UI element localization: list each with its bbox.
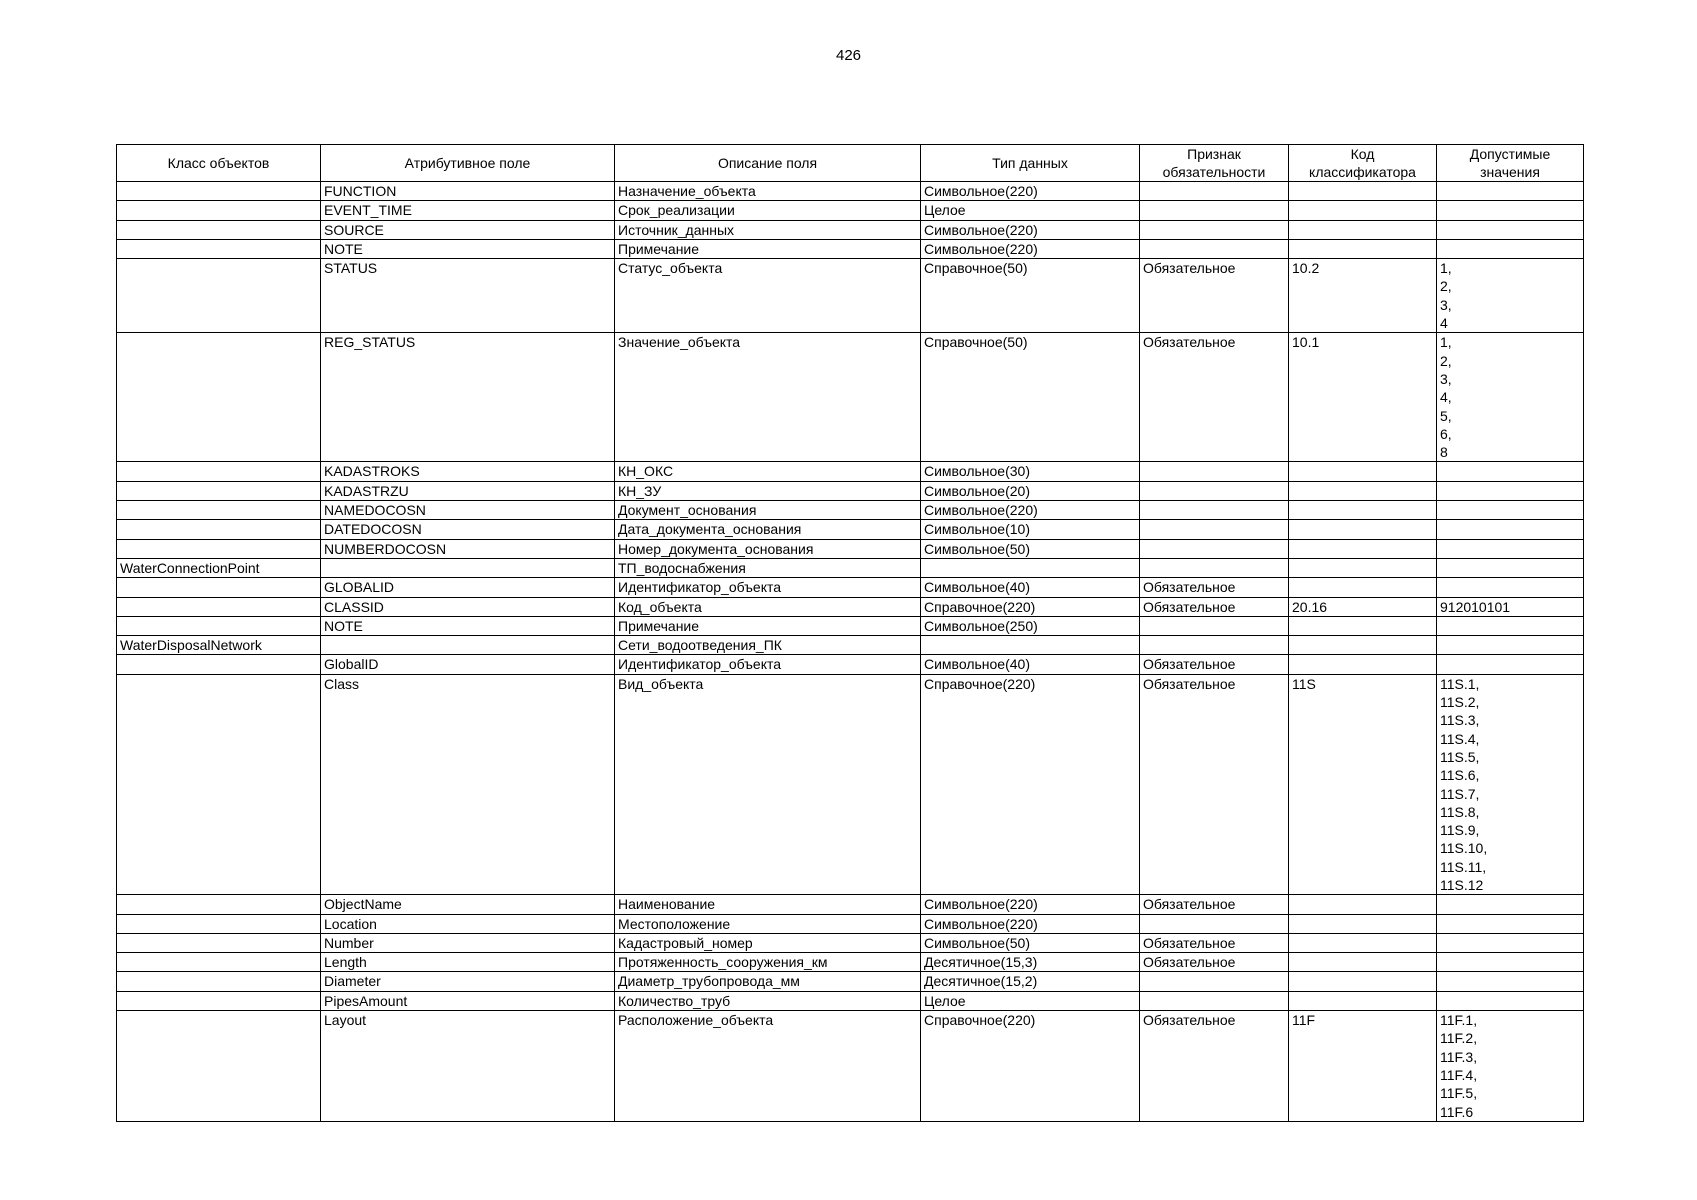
attribute-field-cell: STATUS [321, 259, 615, 333]
attribute-field-cell: GlobalID [321, 655, 615, 674]
attribute-field-cell: KADASTROKS [321, 462, 615, 481]
required-flag-cell [1140, 239, 1289, 258]
attribute-field-cell: ObjectName [321, 895, 615, 914]
classifier-code-cell [1289, 636, 1437, 655]
classifier-code-cell [1289, 462, 1437, 481]
field-description-cell: Протяженность_сооружения_км [615, 953, 921, 972]
table-row [117, 674, 1584, 895]
allowed-values-cell [1437, 991, 1584, 1010]
required-flag-cell: Обязательное [1140, 655, 1289, 674]
table-row [117, 539, 1584, 558]
attribute-field-cell: Location [321, 914, 615, 933]
table-row [117, 933, 1584, 952]
required-flag-cell: Обязательное [1140, 597, 1289, 616]
object-class-cell [117, 616, 321, 635]
classifier-code-cell [1289, 520, 1437, 539]
object-class-cell [117, 201, 321, 220]
allowed-values-cell [1437, 933, 1584, 952]
attribute-field-cell: Layout [321, 1011, 615, 1122]
field-description-cell: КН_ЗУ [615, 481, 921, 500]
field-description-cell: Статус_объекта [615, 259, 921, 333]
field-description-cell: Сети_водоотведения_ПК [615, 636, 921, 655]
object-class-cell [117, 462, 321, 481]
allowed-values-cell [1437, 558, 1584, 577]
classifier-code-cell [1289, 972, 1437, 991]
attribute-field-cell: Diameter [321, 972, 615, 991]
allowed-values-cell [1437, 501, 1584, 520]
allowed-values-cell: 11F.1, 11F.2, 11F.3, 11F.4, 11F.5, 11F.6 [1437, 1011, 1584, 1122]
allowed-values-cell [1437, 616, 1584, 635]
field-description-cell: Примечание [615, 616, 921, 635]
allowed-values-cell [1437, 953, 1584, 972]
attribute-field-cell: SOURCE [321, 220, 615, 239]
required-flag-cell [1140, 616, 1289, 635]
field-description-cell: Номер_документа_основания [615, 539, 921, 558]
object-class-cell [117, 972, 321, 991]
required-flag-cell: Обязательное [1140, 674, 1289, 895]
data-type-cell: Справочное(220) [921, 1011, 1140, 1122]
attribute-field-cell: KADASTRZU [321, 481, 615, 500]
table-row [117, 182, 1584, 201]
classifier-code-cell [1289, 933, 1437, 952]
table-row [117, 220, 1584, 239]
object-class-cell [117, 520, 321, 539]
field-description-cell: Назначение_объекта [615, 182, 921, 201]
required-flag-cell [1140, 914, 1289, 933]
allowed-values-cell [1437, 481, 1584, 500]
classifier-code-cell [1289, 220, 1437, 239]
attribute-field-cell: NAMEDOCOSN [321, 501, 615, 520]
column-header-required-flag: Признак обязательности [1140, 145, 1289, 182]
column-header-attribute-field: Атрибутивное поле [321, 145, 615, 182]
attribute-field-cell: PipesAmount [321, 991, 615, 1010]
classifier-code-cell [1289, 991, 1437, 1010]
object-class-cell [117, 674, 321, 895]
required-flag-cell: Обязательное [1140, 259, 1289, 333]
classifier-code-cell [1289, 895, 1437, 914]
data-type-cell: Справочное(50) [921, 333, 1140, 462]
field-description-cell: Значение_объекта [615, 333, 921, 462]
allowed-values-cell [1437, 182, 1584, 201]
required-flag-cell: Обязательное [1140, 895, 1289, 914]
attribute-field-cell: DATEDOCOSN [321, 520, 615, 539]
table-row [117, 481, 1584, 500]
field-description-cell: Наименование [615, 895, 921, 914]
data-type-cell: Символьное(20) [921, 481, 1140, 500]
table-row [117, 1011, 1584, 1122]
required-flag-cell [1140, 481, 1289, 500]
data-type-cell: Символьное(250) [921, 616, 1140, 635]
data-type-cell: Справочное(220) [921, 674, 1140, 895]
field-description-cell: Идентификатор_объекта [615, 578, 921, 597]
field-description-cell: Вид_объекта [615, 674, 921, 895]
required-flag-cell [1140, 972, 1289, 991]
attribute-field-cell: Number [321, 933, 615, 952]
table-row [117, 558, 1584, 577]
attribute-field-cell: NOTE [321, 239, 615, 258]
table-row [117, 991, 1584, 1010]
field-description-cell: Идентификатор_объекта [615, 655, 921, 674]
object-class-cell [117, 914, 321, 933]
field-description-cell: ТП_водоснабжения [615, 558, 921, 577]
attribute-field-cell: Class [321, 674, 615, 895]
object-class-cell: WaterConnectionPoint [117, 558, 321, 577]
data-type-cell: Десятичное(15,2) [921, 972, 1140, 991]
field-description-cell: Источник_данных [615, 220, 921, 239]
data-type-cell: Символьное(220) [921, 895, 1140, 914]
table-row [117, 201, 1584, 220]
table-header [117, 145, 1584, 182]
object-class-cell [117, 655, 321, 674]
table-row [117, 616, 1584, 635]
data-type-cell [921, 558, 1140, 577]
required-flag-cell [1140, 520, 1289, 539]
field-description-cell: Расположение_объекта [615, 1011, 921, 1122]
field-description-cell: Примечание [615, 239, 921, 258]
allowed-values-cell [1437, 462, 1584, 481]
object-class-cell [117, 597, 321, 616]
attribute-field-cell: CLASSID [321, 597, 615, 616]
classifier-code-cell: 20.16 [1289, 597, 1437, 616]
allowed-values-cell: 1, 2, 3, 4 [1437, 259, 1584, 333]
table-row [117, 953, 1584, 972]
allowed-values-cell: 11S.1, 11S.2, 11S.3, 11S.4, 11S.5, 11S.6, 11S.7, 11S.8, 11S.9, 11S.10, 11S.11, 11S.12 [1437, 674, 1584, 895]
data-type-cell: Справочное(220) [921, 597, 1140, 616]
field-description-cell: Кадастровый_номер [615, 933, 921, 952]
table-row [117, 239, 1584, 258]
allowed-values-cell: 912010101 [1437, 597, 1584, 616]
classifier-code-cell: 10.2 [1289, 259, 1437, 333]
attribute-field-cell: Length [321, 953, 615, 972]
data-type-cell: Символьное(40) [921, 578, 1140, 597]
field-description-cell: Диаметр_трубопровода_мм [615, 972, 921, 991]
data-type-cell: Символьное(10) [921, 520, 1140, 539]
object-class-cell [117, 933, 321, 952]
data-type-cell: Символьное(30) [921, 462, 1140, 481]
attribute-field-cell: FUNCTION [321, 182, 615, 201]
field-description-cell: Местоположение [615, 914, 921, 933]
attribute-field-cell: GLOBALID [321, 578, 615, 597]
allowed-values-cell [1437, 201, 1584, 220]
attribute-field-cell [321, 558, 615, 577]
column-header-classifier-code: Код классификатора [1289, 145, 1437, 182]
classifier-code-cell [1289, 655, 1437, 674]
table-row [117, 462, 1584, 481]
required-flag-cell [1140, 201, 1289, 220]
required-flag-cell: Обязательное [1140, 1011, 1289, 1122]
header-row [117, 145, 1584, 182]
allowed-values-cell [1437, 220, 1584, 239]
allowed-values-cell [1437, 239, 1584, 258]
allowed-values-cell [1437, 520, 1584, 539]
attribute-field-cell: NUMBERDOCOSN [321, 539, 615, 558]
table-body [117, 182, 1584, 1122]
allowed-values-cell: 1, 2, 3, 4, 5, 6, 8 [1437, 333, 1584, 462]
attribute-field-cell [321, 636, 615, 655]
field-description-cell: Срок_реализации [615, 201, 921, 220]
data-type-cell: Символьное(40) [921, 655, 1140, 674]
data-type-cell: Символьное(220) [921, 239, 1140, 258]
classifier-code-cell [1289, 182, 1437, 201]
attribute-field-cell: REG_STATUS [321, 333, 615, 462]
table-row [117, 333, 1584, 462]
table-row [117, 520, 1584, 539]
data-type-cell: Целое [921, 201, 1140, 220]
required-flag-cell: Обязательное [1140, 933, 1289, 952]
object-class-cell [117, 953, 321, 972]
data-type-cell: Символьное(220) [921, 220, 1140, 239]
classifier-code-cell [1289, 501, 1437, 520]
required-flag-cell [1140, 539, 1289, 558]
table-row [117, 501, 1584, 520]
allowed-values-cell [1437, 539, 1584, 558]
required-flag-cell: Обязательное [1140, 333, 1289, 462]
object-class-cell: WaterDisposalNetwork [117, 636, 321, 655]
required-flag-cell [1140, 501, 1289, 520]
attribute-field-cell: EVENT_TIME [321, 201, 615, 220]
table-row [117, 895, 1584, 914]
table-row [117, 972, 1584, 991]
object-class-cell [117, 220, 321, 239]
field-description-cell: Дата_документа_основания [615, 520, 921, 539]
column-header-object-class: Класс объектов [117, 145, 321, 182]
field-description-cell: Документ_основания [615, 501, 921, 520]
classifier-code-cell [1289, 201, 1437, 220]
allowed-values-cell [1437, 655, 1584, 674]
field-description-cell: Код_объекта [615, 597, 921, 616]
data-type-cell: Десятичное(15,3) [921, 953, 1140, 972]
data-type-cell [921, 636, 1140, 655]
table-row [117, 259, 1584, 333]
object-class-cell [117, 481, 321, 500]
object-class-cell [117, 333, 321, 462]
table-row [117, 597, 1584, 616]
object-class-cell [117, 501, 321, 520]
data-type-cell: Целое [921, 991, 1140, 1010]
allowed-values-cell [1437, 578, 1584, 597]
data-type-cell: Символьное(50) [921, 933, 1140, 952]
required-flag-cell [1140, 462, 1289, 481]
classifier-code-cell: 10.1 [1289, 333, 1437, 462]
column-header-field-description: Описание поля [615, 145, 921, 182]
classifier-code-cell [1289, 239, 1437, 258]
allowed-values-cell [1437, 636, 1584, 655]
object-class-cell [117, 239, 321, 258]
classifier-code-cell [1289, 481, 1437, 500]
data-type-cell: Символьное(220) [921, 914, 1140, 933]
data-type-cell: Символьное(220) [921, 182, 1140, 201]
classifier-code-cell [1289, 539, 1437, 558]
classifier-code-cell [1289, 953, 1437, 972]
table-row [117, 914, 1584, 933]
field-description-cell: Количество_труб [615, 991, 921, 1010]
attribute-table [116, 144, 1584, 1122]
required-flag-cell [1140, 182, 1289, 201]
required-flag-cell: Обязательное [1140, 578, 1289, 597]
classifier-code-cell [1289, 578, 1437, 597]
data-type-cell: Символьное(50) [921, 539, 1140, 558]
allowed-values-cell [1437, 914, 1584, 933]
column-header-data-type: Тип данных [921, 145, 1140, 182]
classifier-code-cell [1289, 616, 1437, 635]
classifier-code-cell: 11F [1289, 1011, 1437, 1122]
object-class-cell [117, 539, 321, 558]
table-row [117, 636, 1584, 655]
table-row [117, 578, 1584, 597]
page-number: 426 [835, 47, 862, 64]
allowed-values-cell [1437, 972, 1584, 991]
required-flag-cell [1140, 220, 1289, 239]
classifier-code-cell [1289, 914, 1437, 933]
object-class-cell [117, 895, 321, 914]
data-type-cell: Символьное(220) [921, 501, 1140, 520]
required-flag-cell [1140, 558, 1289, 577]
classifier-code-cell: 11S [1289, 674, 1437, 895]
required-flag-cell: Обязательное [1140, 953, 1289, 972]
classifier-code-cell [1289, 558, 1437, 577]
table-row [117, 655, 1584, 674]
required-flag-cell [1140, 991, 1289, 1010]
allowed-values-cell [1437, 895, 1584, 914]
object-class-cell [117, 1011, 321, 1122]
attribute-field-cell: NOTE [321, 616, 615, 635]
object-class-cell [117, 578, 321, 597]
column-header-allowed-values: Допустимые значения [1437, 145, 1584, 182]
object-class-cell [117, 259, 321, 333]
required-flag-cell [1140, 636, 1289, 655]
object-class-cell [117, 182, 321, 201]
data-type-cell: Справочное(50) [921, 259, 1140, 333]
object-class-cell [117, 991, 321, 1010]
field-description-cell: КН_ОКС [615, 462, 921, 481]
